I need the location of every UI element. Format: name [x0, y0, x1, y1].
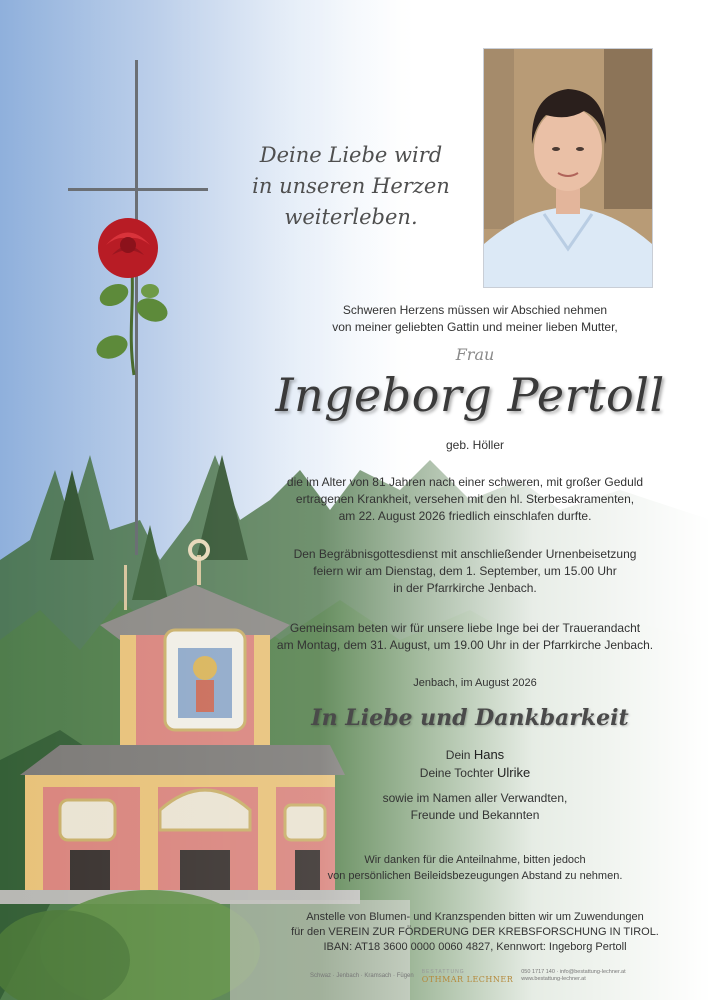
- footer-locations: Schwaz · Jenbach · Kramsach · Fügen: [310, 973, 414, 979]
- footer-company-label: BESTATTUNG: [421, 969, 465, 975]
- intro-line-2: von meiner geliebten Gattin und meiner lieben Mutter,: [332, 320, 618, 334]
- footer-web: www.bestattung-lechner.at: [521, 976, 586, 982]
- paragraph2-line-2: feiern wir am Dienstag, dem 1. September, um 15.00 Uhr: [313, 564, 617, 578]
- mourner-daughter-prefix: Deine Tochter: [419, 766, 494, 780]
- footer-contact: [521, 969, 625, 983]
- funeral-home-footer: [310, 968, 630, 984]
- rose-icon: [88, 215, 178, 380]
- donation-line-1: Anstelle von Blumen- und Kranzspenden bitten wir um Zuwendungen: [306, 911, 644, 923]
- footer-brand: [422, 968, 514, 984]
- cross-horizontal-beam: [68, 188, 208, 191]
- intro-line-1: Schweren Herzens müssen wir Abschied nehmen: [342, 303, 608, 317]
- thanks-line-2: von persönlichen Beileidsbezeugungen Abstand zu nehmen.: [327, 870, 623, 882]
- mourner-daughter-name: Ulrike: [496, 765, 531, 780]
- memorial-quote: [236, 140, 466, 233]
- donation-note: [260, 910, 690, 955]
- thanks-line-1: Wir danken für die Anteilnahme, bitten jedoch: [364, 854, 586, 866]
- paragraph2-line-1: Den Begräbnisgottesdienst mit anschließender Urnenbeisetzung: [293, 547, 637, 561]
- salutation: Frau: [455, 345, 495, 364]
- footer-phone: 050 1717 140 · info@bestattung-lechner.at: [521, 969, 626, 975]
- donation-line-3: IBAN: AT18 3600 0000 0060 4827, Kennwort: Ingeborg Pertoll: [323, 941, 627, 953]
- thanks-note: [290, 852, 660, 884]
- footer-company-name: OTHMAR LECHNER: [421, 975, 514, 984]
- paragraph2-line-3: in der Pfarrkirche Jenbach.: [393, 581, 537, 595]
- mourners-line-4: Freunde und Bekannten: [410, 808, 540, 822]
- place-and-date: Jenbach, im August 2026: [413, 677, 537, 689]
- mourner-husband-prefix: Dein: [445, 748, 471, 762]
- portrait-image: [484, 49, 652, 287]
- mourner-husband-name: Hans: [473, 747, 505, 762]
- portrait-photo: [483, 48, 653, 288]
- mourner-daughter: [290, 764, 660, 782]
- mourners-line-3: sowie im Namen aller Verwandten,: [382, 791, 568, 805]
- deceased-name: Ingeborg Pertoll: [275, 368, 665, 422]
- gratitude-heading: In Liebe und Dankbarkeit: [311, 705, 629, 731]
- quote-line-2: in unseren Herzen: [252, 174, 450, 198]
- mourner-husband: [290, 746, 660, 764]
- funeral-service-paragraph: [260, 546, 670, 597]
- intro-text: [290, 302, 660, 336]
- death-notice-paragraph: [260, 474, 670, 525]
- paragraph1-line-3: am 22. August 2026 friedlich einschlafen durfte.: [338, 509, 592, 523]
- donation-line-2: für den VEREIN ZUR FÖRDERUNG DER KREBSFORSCHUNG IN TIROL.: [291, 926, 659, 938]
- prayer-service-paragraph: [245, 620, 685, 654]
- mourners-others: [290, 790, 660, 824]
- mourners-list: [290, 746, 660, 782]
- paragraph3-line-2: am Montag, dem 31. August, um 19.00 Uhr in der Pfarrkirche Jenbach.: [276, 638, 654, 652]
- paragraph1-line-2: ertragenen Krankheit, versehen mit den hl. Sterbesakramenten,: [295, 492, 635, 506]
- paragraph3-line-1: Gemeinsam beten wir für unsere liebe Inge bei der Trauerandacht: [289, 621, 641, 635]
- quote-line-1: Deine Liebe wird: [259, 143, 443, 167]
- maiden-name: geb. Höller: [445, 438, 505, 452]
- paragraph1-line-1: die im Alter von 81 Jahren nach einer schweren, mit großer Geduld: [286, 475, 644, 489]
- quote-line-3: weiterleben.: [284, 205, 418, 229]
